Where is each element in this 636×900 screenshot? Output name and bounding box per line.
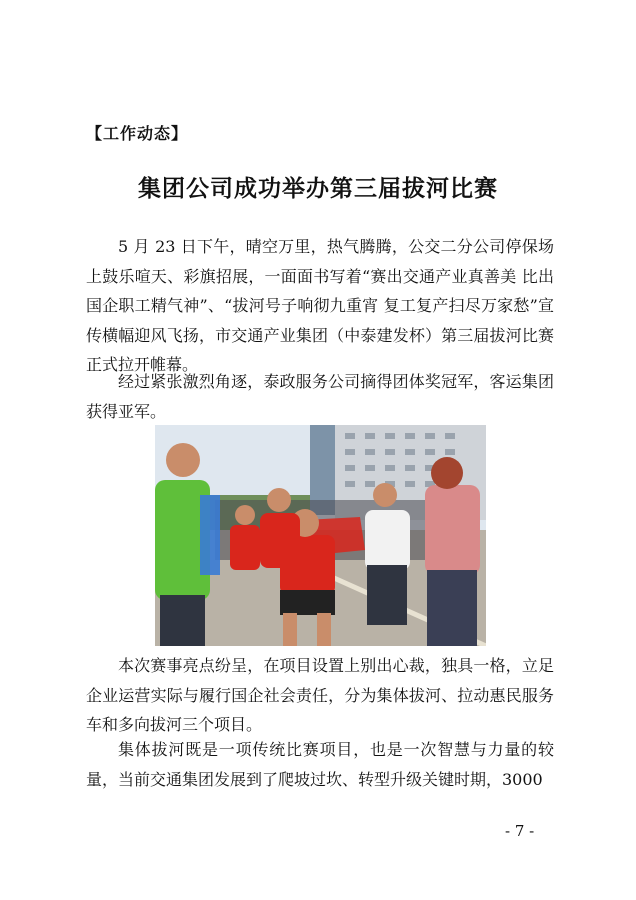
paragraph-2: 经过紧张激烈角逐，泰政服务公司摘得团体奖冠军，客运集团获得亚军。 — [86, 372, 554, 421]
article-title: 集团公司成功举办第三届拔河比赛 — [138, 175, 498, 202]
paragraph-3: 本次赛事亮点纷呈，在项目设置上别出心裁，独具一格，立足企业运营实际与履行国企社会责任，分为集体拔河、拉动惠民服务车和多向拔河三个项目。 — [86, 656, 554, 734]
page-number: - 7 - — [505, 822, 535, 840]
section-tag: 【工作动态】 — [86, 124, 189, 143]
tug-of-war-photo — [155, 425, 486, 646]
paragraph-4: 集体拔河既是一项传统比赛项目，也是一次智慧与力量的较量，当前交通集团发展到了爬坡过坎、转型升级关键时期，3000 — [86, 740, 554, 789]
paragraph-1: 5 月 23 日下午，晴空万里，热气腾腾，公交二分公司停保场上鼓乐喧天、彩旗招展，一面面书写着“赛出交通产业真善美 比出国企职工精气神”、“拔河号子响彻九重宵 复工复产扫尽万家愁”宣传横幅迎风飞扬，市交通产业集团（中泰建发杯）第三届拔河比赛正式拉开帷幕。 — [86, 237, 554, 374]
